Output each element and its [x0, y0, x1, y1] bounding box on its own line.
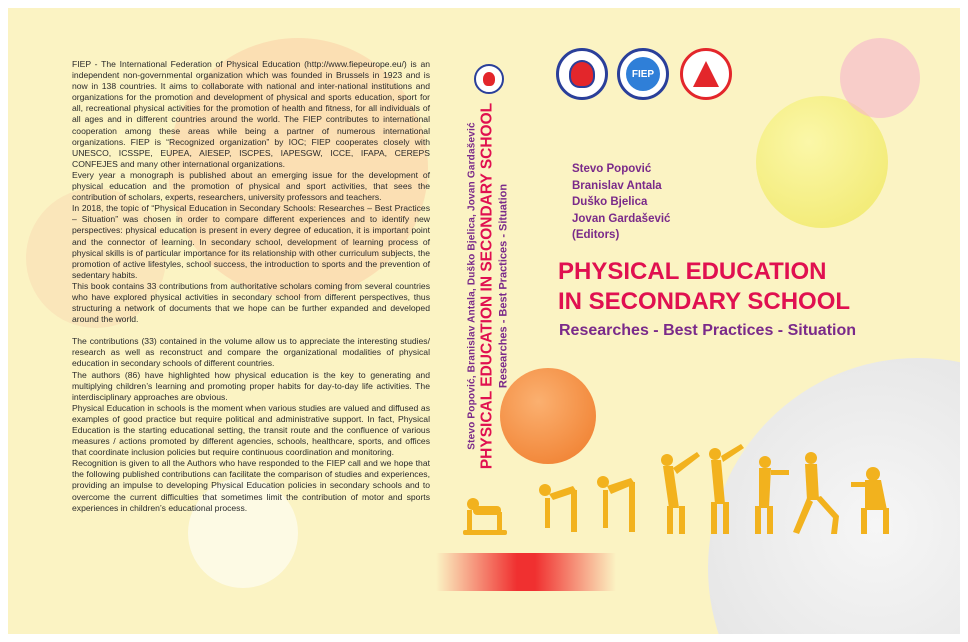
editor-name: Branislav Antala [572, 179, 662, 192]
exercise-figures-illustration [453, 438, 923, 548]
editors-note: (Editors) [572, 229, 620, 241]
book-title [558, 257, 938, 317]
back-paragraph: The authors (86) have highlighted how physical education is the key to generating and multiplying children’s learning and promoting proper habits for day-to-day life activities. The interdisciplinary approaches are obvious. [72, 369, 430, 402]
stretching-figure [709, 444, 744, 534]
crawling-figure [463, 498, 507, 535]
editors-list [572, 161, 670, 244]
editor-name: Duško Bjelica [572, 196, 648, 208]
decorative-circle [840, 38, 920, 118]
editor-name: Stevo Popović [572, 163, 652, 175]
back-paragraph: Recognition is given to all the Authors who have responded to the FIEP call and we hope that the following published contributions can facilitate the comparison of studies and experiences, providing an impulse to developing Physical Education policies in secondary schools and to overcome the current difficulties that sometimes limit the contribution of motor and sports experiences in children’s educational process. [72, 458, 430, 513]
bending-figure [539, 484, 577, 532]
back-cover-text [72, 59, 430, 514]
stretching-figure [755, 456, 789, 534]
back-paragraph: FIEP - The International Federation of Physical Education (http://www.fiepeurope.eu/) is an independent non-governmental organization which was founded in Brussels in 1923 and is now in 138 countries. It aims to collaborate with national and inter-national institutions and organizations for the promotion and development of physical and sports education, sport for all, recreational physical activities for the promotion of health and fitness, for all individuals of all ages and in different countries around the world. The FIEP contributes to international cooperation among these areas while being a partner of numerous international organizations. FIEP is “Recognized organization” by IOC; FIEP cooperates closely with UNESCO, ICSSPE, EUPEA, AIESEP, ISCPES, IAPESGW, ICCE, IFAPA, CEREPS CONFEJES and many other international organizations. [72, 59, 430, 169]
back-paragraph: The contributions (33) contained in the volume allow us to appreciate the interesting studies/ research as well as reconstruct and compare the organizational modalities of physical education in secondary schools of different countries. [72, 336, 430, 369]
university-logo [556, 48, 608, 100]
spine-title: PHYSICAL EDUCATION IN SECONDARY SCHOOL [478, 102, 496, 470]
squatting-figure [851, 467, 889, 534]
lunging-figure [793, 452, 839, 534]
spine-subtitle: Researches - Best Practices - Situation [497, 183, 510, 389]
back-paragraph: Every year a monograph is published about an emerging issue for the development of physical education and the promotion of physical and sport activities, that sees the contribution of scholars, experts, researchers, university professors and teachers. [72, 169, 430, 203]
back-paragraph: In 2018, the topic of “Physical Education in Secondary Schools: Researches – Best Practices – Situation” was chosen in order to compare different experiences and to identify new perspectives: physical education is present in every degree of education, it is important point and the connector of learning. In secondary school, development of learning process of physical skills is of particular importance for its relationship with other curriculum subjects, the promotion of active lifestyles, school success, the introduction to sports and the prevention of sedentary habits. [72, 203, 430, 280]
sports-academy-logo [680, 48, 732, 100]
title-line: PHYSICAL EDUCATION [558, 258, 827, 285]
editor-name: Jovan Gardašević [572, 212, 671, 225]
bending-figure [597, 476, 635, 532]
back-paragraph: Physical Education in schools is the moment when various studies are valued and diffused as examples of good practice but require political and administrative support. In fact, Physical Education is the starting educational setting, the transit route and the confluence of various measures / actions promoted by different agencies, schools, healthcare, sports, and offices that coordinate inclusion policies but require continuous coordination and monitoring. [72, 402, 430, 458]
book-subtitle: Researches - Best Practices - Situation [559, 322, 857, 339]
spine-editors: Stevo Popović, Branislav Antala, Duško Bjelica, Jovan Gardašević [466, 122, 478, 450]
title-line: IN SECONDARY SCHOOL [558, 288, 851, 315]
back-paragraph: This book contains 33 contributions from authoritative scholars coming from several countries who have explored physical activities in secondary school from different perspectives, thus structuring a network of documents that we hope can be further expanded and developed around the world. [72, 280, 430, 325]
fiep-logo [617, 48, 669, 100]
stretching-figure [661, 452, 700, 534]
fiep-logo-text: FIEP [626, 57, 660, 91]
book-cover [8, 8, 960, 634]
